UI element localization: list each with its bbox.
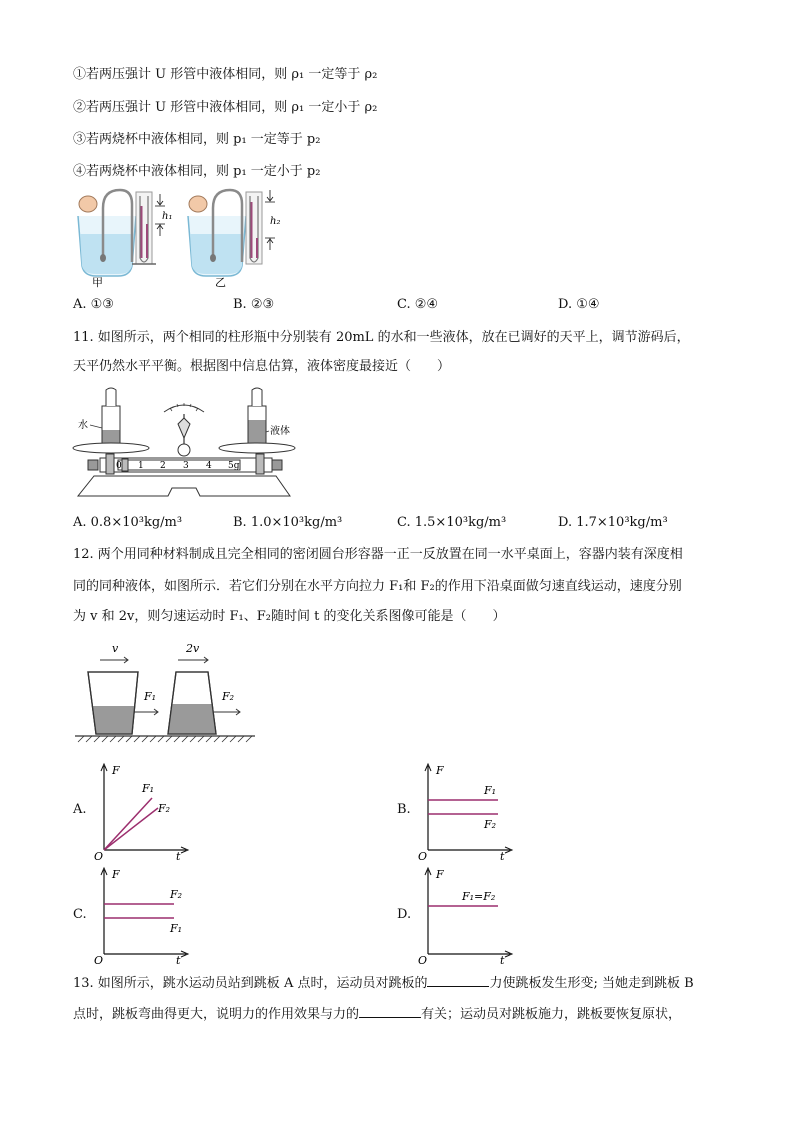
line-f1 xyxy=(104,798,152,850)
statement-4: ④若两烧杯中液体相同，则 p₁ 一定小于 p₂ xyxy=(73,164,321,179)
svg-text:4: 4 xyxy=(206,461,212,471)
water-bottle xyxy=(102,388,120,446)
svg-text:F₁: F₁ xyxy=(484,784,497,797)
svg-text:t: t xyxy=(500,850,505,862)
graph-c xyxy=(90,862,200,966)
q13-blank-1[interactable] xyxy=(427,973,489,987)
q11-option-b: B. 1.0×10³kg/m³ xyxy=(233,515,343,530)
svg-text:F₂: F₂ xyxy=(484,818,497,831)
graph-b xyxy=(414,758,524,862)
force-f2-label: F₂ xyxy=(222,690,235,703)
velocity-2v-label: 2v xyxy=(186,642,200,655)
liquid-label: 液体 xyxy=(270,426,290,437)
statement-1: ①若两压强计 U 形管中液体相同，则 ρ₁ 一定等于 ρ₂ xyxy=(73,67,378,82)
pressure-gauge-figure xyxy=(70,186,300,290)
svg-text:F₂: F₂ xyxy=(170,888,183,901)
q11-option-a: A. 0.8×10³kg/m³ xyxy=(73,515,183,530)
q10-option-b: B. ②③ xyxy=(233,297,275,312)
svg-text:O: O xyxy=(418,850,428,862)
graph-d-label: D. xyxy=(397,907,412,922)
q10-option-c: C. ②④ xyxy=(397,297,439,312)
force-f1-label: F₁ xyxy=(144,690,157,703)
svg-text:0: 0 xyxy=(116,461,122,471)
q11-line-1: 11. 如图所示，两个相同的柱形瓶中分别装有 20mL 的水和一些液体，放在已调好的天平上，调节游码后， xyxy=(73,330,690,345)
svg-text:t: t xyxy=(176,850,181,862)
statement-2: ②若两压强计 U 形管中液体相同，则 ρ₁ 一定小于 ρ₂ xyxy=(73,100,378,115)
h2-label: h₂ xyxy=(270,216,281,227)
q10-option-d: D. ①④ xyxy=(558,297,600,312)
svg-text:F₂: F₂ xyxy=(158,802,171,815)
q12-line-1: 12. 两个用同种材料制成且完全相同的密闭圆台形容器一正一反放置在同一水平桌面上，容器内装有深度相 xyxy=(73,547,683,562)
svg-text:3: 3 xyxy=(183,461,189,471)
q13-line-1: 13. 如图所示，跳水运动员站到跳板 A 点时，运动员对跳板的 力使跳板发生形变; 当她走到跳板 B xyxy=(73,973,694,993)
gauge-apparatus-b xyxy=(188,190,280,289)
q12-line-3: 为 v 和 2v，则匀速运动时 F₁、F₂随时间 t 的变化关系图像可能是（ ） xyxy=(73,609,506,624)
svg-text:5g: 5g xyxy=(228,461,240,471)
svg-text:F: F xyxy=(112,868,120,881)
containers-figure xyxy=(70,638,260,748)
q11-option-d: D. 1.7×10³kg/m³ xyxy=(558,515,668,530)
water-label: 水 xyxy=(78,420,88,431)
graph-a-label: A. xyxy=(73,802,87,817)
q13-blank-2[interactable] xyxy=(359,1004,421,1018)
statement-3: ③若两烧杯中液体相同，则 p₁ 一定等于 p₂ xyxy=(73,132,321,147)
svg-text:2: 2 xyxy=(160,461,166,471)
graph-d xyxy=(414,862,524,966)
q11-option-c: C. 1.5×10³kg/m³ xyxy=(397,515,507,530)
svg-text:F: F xyxy=(436,764,444,777)
liquid-bottle xyxy=(248,388,266,446)
svg-text:F: F xyxy=(436,868,444,881)
velocity-v-label: v xyxy=(112,642,119,655)
q12-line-2: 同的同种液体，如图所示．若它们分别在水平方向拉力 F₁和 F₂的作用下沿桌面做匀速直线运动，速度分别 xyxy=(73,579,682,594)
svg-text:F: F xyxy=(112,764,120,777)
graph-c-label: C. xyxy=(73,907,87,922)
label-yi: 乙 xyxy=(215,276,226,289)
svg-text:O: O xyxy=(94,850,104,862)
h1-label: h₁ xyxy=(162,211,173,222)
svg-text:t: t xyxy=(176,954,181,966)
q10-option-a: A. ①③ xyxy=(73,297,114,312)
svg-text:F₁=F₂: F₁=F₂ xyxy=(462,890,496,903)
q13-line-2: 点时，跳板弯曲得更大，说明力的作用效果与力的 有关；运动员对跳板施力，跳板要恢复原状， xyxy=(73,1004,681,1024)
svg-text:t: t xyxy=(500,954,505,966)
line-f2 xyxy=(104,808,158,850)
svg-text:F₁: F₁ xyxy=(142,782,155,795)
graph-a xyxy=(90,758,200,862)
label-jia: 甲 xyxy=(92,276,103,289)
balance-figure xyxy=(70,384,310,506)
q11-line-2: 天平仍然水平平衡。根据图中信息估算，液体密度最接近（ ） xyxy=(73,359,451,374)
graph-b-label: B. xyxy=(397,802,411,817)
svg-text:1: 1 xyxy=(138,461,144,471)
svg-text:O: O xyxy=(418,954,428,966)
gauge-apparatus-a xyxy=(78,190,172,289)
svg-text:O: O xyxy=(94,954,104,966)
svg-text:F₁: F₁ xyxy=(170,922,183,935)
